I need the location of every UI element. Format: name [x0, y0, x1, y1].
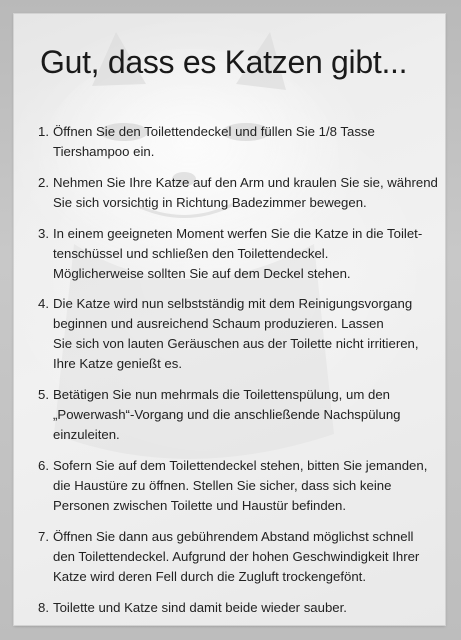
card-title: Gut, dass es Katzen gibt...	[40, 44, 408, 80]
step-text-line: Sofern Sie auf dem Toilettendeckel stehen, bitten Sie jemanden,	[53, 457, 428, 473]
step-text-line: Öffnen Sie dann aus gebührendem Abstand möglichst schnell	[53, 528, 414, 544]
list-item	[38, 527, 430, 587]
step-text	[53, 122, 430, 162]
step-number: 8.	[38, 599, 49, 615]
step-text-line: Sie sich vorsichtig in Richtung Badezimmer bewegen.	[53, 194, 367, 210]
step-text-line: Betätigen Sie nun mehrmals die Toilettenspülung, um den	[53, 387, 390, 403]
instruction-list	[38, 122, 438, 625]
list-item	[38, 173, 438, 213]
list-item	[38, 598, 430, 618]
step-number: 4.	[38, 296, 49, 312]
step-number: 1.	[38, 124, 49, 139]
step-text-line: Personen zwischen Toilette und Haustür befinden.	[53, 497, 346, 513]
step-number: 5.	[38, 387, 49, 403]
step-text-line: Möglicherweise sollten Sie auf dem Deckel stehen.	[53, 265, 351, 281]
step-text-line: „Powerwash“-Vorgang und die anschließende Nachspülung	[53, 407, 401, 423]
step-text-line: Toilette und Katze sind damit beide wieder sauber.	[53, 599, 347, 615]
step-text	[53, 294, 430, 374]
step-number: 2.	[38, 174, 49, 190]
step-text-line: die Haustüre zu öffnen. Stellen Sie sicher, dass sich keine	[53, 477, 392, 493]
step-number: 7.	[38, 528, 49, 544]
step-text	[53, 527, 430, 587]
step-text	[53, 385, 430, 445]
step-number: 6.	[38, 457, 49, 473]
step-text-line: Nehmen Sie Ihre Katze auf den Arm und kraulen Sie sie, während	[53, 174, 438, 190]
list-item	[38, 385, 430, 445]
step-text-line: Die Katze wird nun selbstständig mit dem Reinigungsvorgang	[53, 296, 413, 312]
step-text-line: In einem geeigneten Moment werfen Sie die Katze in die Toilet-	[53, 225, 423, 241]
list-item	[38, 456, 430, 516]
step-text-line: den Toilettendeckel. Aufgrund der hohen Geschwindigkeit Ihrer	[53, 548, 420, 564]
step-text	[53, 224, 430, 284]
step-text-line: Ihre Katze genießt es.	[53, 356, 183, 372]
step-text-line: einzuleiten.	[53, 427, 120, 443]
step-text	[53, 456, 430, 516]
step-text-line: Katze wird deren Fell durch die Zugluft trockengefönt.	[53, 568, 367, 584]
list-item	[38, 224, 430, 284]
step-text-line: Öffnen Sie den Toilettendeckel und füllen Sie 1/8 Tasse	[53, 124, 375, 139]
step-text	[53, 173, 438, 213]
step-text-line: tenschüssel und schließen den Toilettendeckel.	[53, 245, 329, 261]
list-item	[38, 122, 430, 162]
printed-card	[14, 14, 445, 625]
step-text	[53, 598, 430, 618]
step-text-line: Tiershampoo ein.	[53, 144, 155, 159]
step-text-line: Sie sich von lauten Geräuschen aus der Toilette nicht irritieren,	[53, 336, 419, 352]
step-number: 3.	[38, 225, 49, 241]
list-item	[38, 294, 430, 374]
step-text-line: beginnen und ausreichend Schaum produzieren. Lassen	[53, 316, 384, 332]
